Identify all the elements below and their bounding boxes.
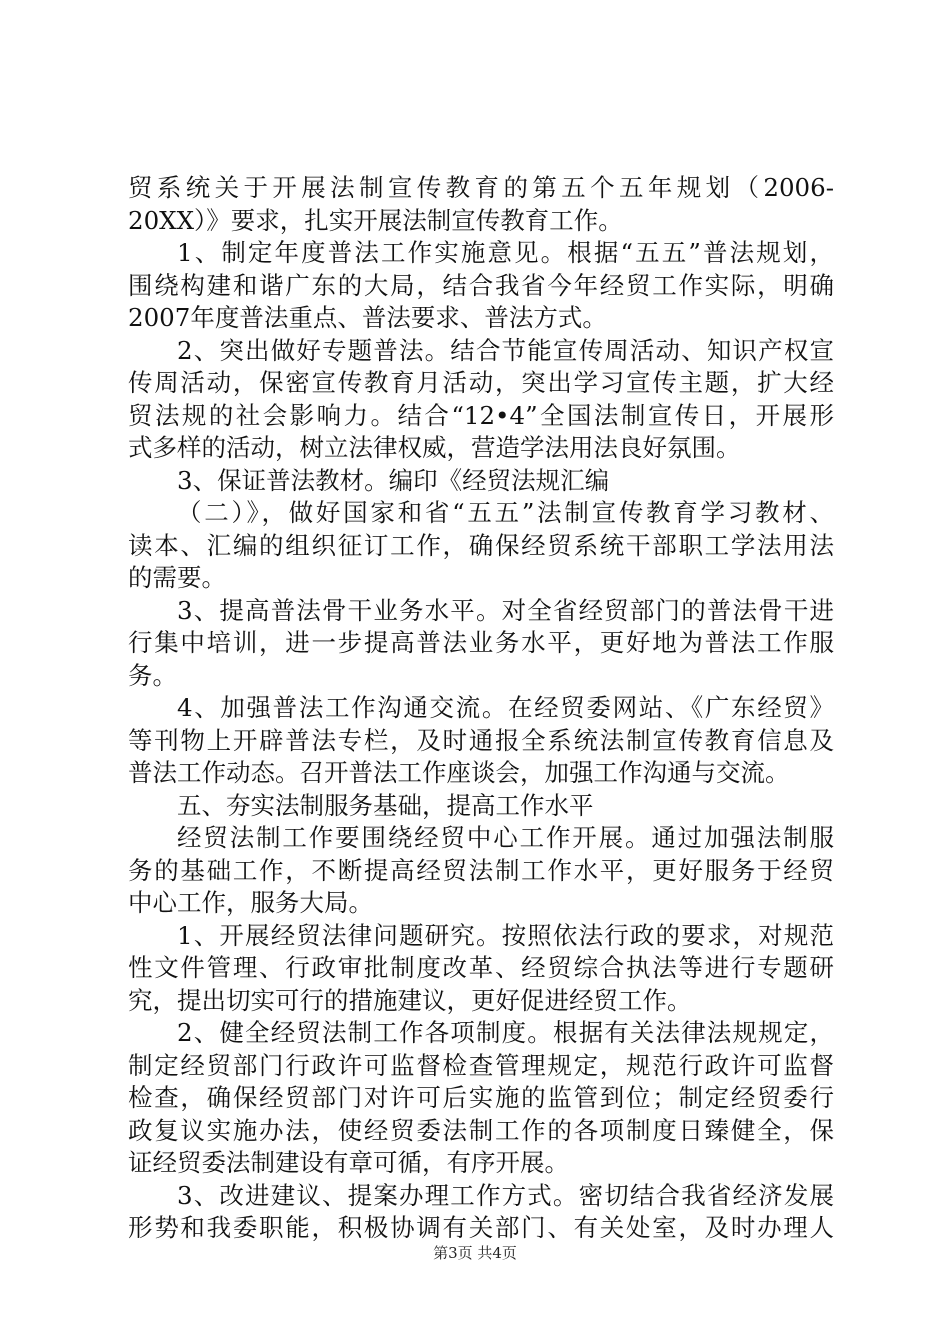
text-line: 政复议实施办法，使经贸委法制工作的各项制度日臻健全，保 xyxy=(128,1115,834,1145)
text-line: 贸法规的社会影响力。结合“12•4”全国法制宣传日，开展形 xyxy=(128,400,834,430)
text-line: 性文件管理、行政审批制度改革、经贸综合执法等进行专题研 xyxy=(128,953,834,982)
text-line: 2、健全经贸法制工作各项制度。根据有关法律法规规定， xyxy=(177,1018,834,1047)
text-line: 3、改进建议、提案办理工作方式。密切结合我省经济发展 xyxy=(177,1180,834,1210)
text-line: 务的基础工作，不断提高经贸法制工作水平，更好服务于经贸 xyxy=(128,855,834,885)
text-line: 检查，确保经贸部门对许可后实施的监管到位；制定经贸委行 xyxy=(128,1083,834,1112)
page-footer: 第3页 共4页 xyxy=(433,1244,517,1262)
text-line: 的需要。 xyxy=(128,563,226,592)
text-line: 普法工作动态。召开普法工作座谈会，加强工作沟通与交流。 xyxy=(128,758,790,787)
text-line: 五、夯实法制服务基础，提高工作水平 xyxy=(177,790,594,820)
text-line: 3、保证普法教材。编印《经贸法规汇编 xyxy=(177,465,610,495)
text-line: 1、制定年度普法工作实施意见。根据“五五”普法规划， xyxy=(177,238,834,267)
text-line: 20XX）》要求，扎实开展法制宣传教育工作。 xyxy=(128,205,623,235)
text-line: 贸系统关于开展法制宣传教育的第五个五年规划（2006- xyxy=(128,173,834,202)
text-line: （二）》，做好国家和省“五五”法制宣传教育学习教材、 xyxy=(177,498,834,527)
text-line: 1、开展经贸法律问题研究。按照依法行政的要求，对规范 xyxy=(177,920,834,950)
text-line: 2007年度普法重点、普法要求、普法方式。 xyxy=(128,303,607,332)
text-line: 中心工作，服务大局。 xyxy=(128,888,373,917)
text-line: 传周活动，保密宣传教育月活动，突出学习宣传主题，扩大经 xyxy=(128,368,834,397)
text-line: 务。 xyxy=(128,660,177,690)
document-body xyxy=(128,172,834,1245)
text-line: 围绕构建和谐广东的大局，结合我省今年经贸工作实际，明确 xyxy=(128,270,834,300)
text-line: 行集中培训，进一步提高普法业务水平，更好地为普法工作服 xyxy=(128,628,834,657)
text-line: 制定经贸部门行政许可监督检查管理规定，规范行政许可监督 xyxy=(128,1050,834,1080)
text-line: 证经贸委法制建设有章可循，有序开展。 xyxy=(128,1148,569,1177)
text-line: 形势和我委职能，积极协调有关部门、有关处室，及时办理人 xyxy=(128,1213,834,1242)
text-line: 式多样的活动，树立法律权威，营造学法用法良好氛围。 xyxy=(128,433,741,462)
text-line: 2、突出做好专题普法。结合节能宣传周活动、知识产权宣 xyxy=(177,335,834,365)
text-line: 读本、汇编的组织征订工作，确保经贸系统干部职工学法用法 xyxy=(128,530,834,560)
text-line: 等刊物上开辟普法专栏，及时通报全系统法制宣传教育信息及 xyxy=(128,725,834,755)
text-line: 3、提高普法骨干业务水平。对全省经贸部门的普法骨干进 xyxy=(177,595,834,625)
text-line: 经贸法制工作要围绕经贸中心工作开展。通过加强法制服 xyxy=(177,823,834,852)
text-line: 究，提出切实可行的措施建议，更好促进经贸工作。 xyxy=(128,985,692,1015)
text-line: 4、加强普法工作沟通交流。在经贸委网站、《广东经贸》 xyxy=(177,693,834,722)
